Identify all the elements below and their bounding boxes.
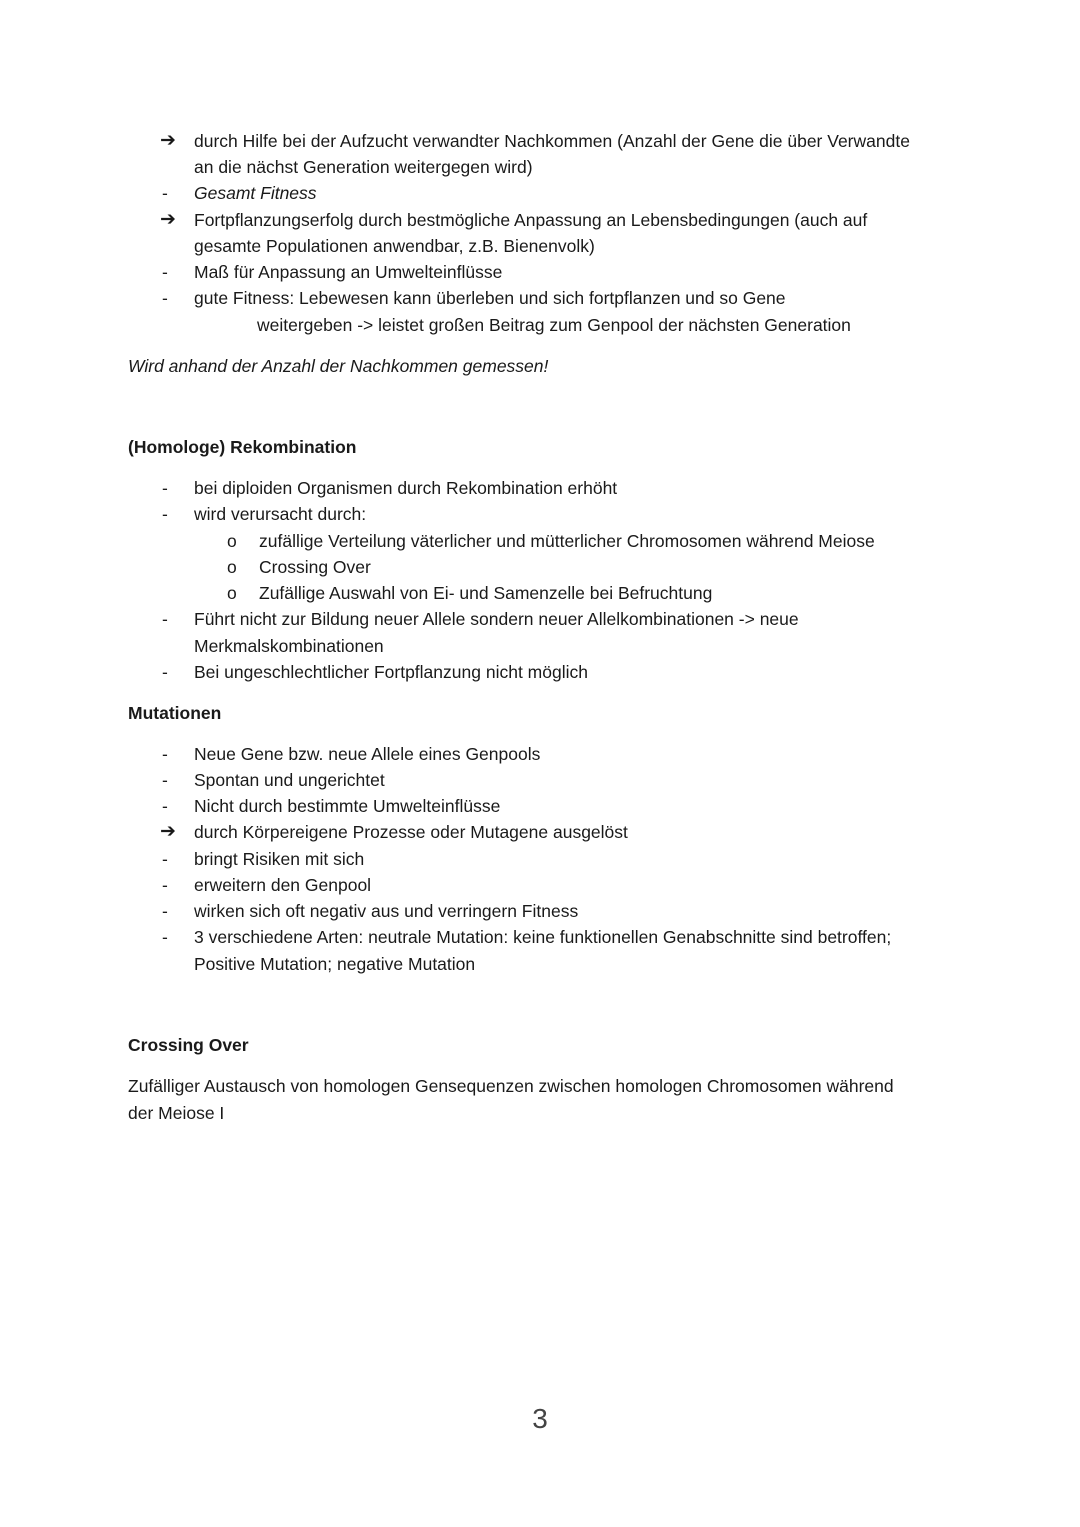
dash-bullet: -	[162, 744, 168, 764]
list-item-text: bei diploiden Organismen durch Rekombination erhöht	[194, 478, 618, 498]
dash-bullet: -	[162, 262, 168, 282]
list-item-text: Maß für Anpassung an Umwelteinflüsse	[194, 262, 503, 282]
list-item-text: Nicht durch bestimmte Umwelteinflüsse	[194, 796, 501, 816]
dash-bullet: -	[162, 609, 168, 629]
circle-bullet: o	[227, 531, 237, 551]
section-heading-crossing-over: Crossing Over	[128, 1035, 249, 1055]
list-item-text-continuation: Merkmalskombinationen	[194, 636, 384, 656]
list-item-text: bringt Risiken mit sich	[194, 849, 365, 869]
list-item-text: durch Körpereigene Prozesse oder Mutagene ausgelöst	[194, 822, 628, 842]
dash-bullet: -	[162, 183, 168, 203]
dash-bullet: -	[162, 478, 168, 498]
dash-bullet: -	[162, 504, 168, 524]
sub-list-item-text: Crossing Over	[259, 557, 371, 577]
dash-bullet: -	[162, 288, 168, 308]
list-item-text: gute Fitness: Lebewesen kann überleben und sich fortpflanzen und so Gene	[194, 288, 786, 308]
paragraph-text: Zufälliger Austausch von homologen Gensequenzen zwischen homologen Chromosomen während	[128, 1076, 894, 1096]
list-item-text: Spontan und ungerichtet	[194, 770, 385, 790]
list-item-text-continuation: Positive Mutation; negative Mutation	[194, 954, 476, 974]
section-heading-rekombination: (Homologe) Rekombination	[128, 437, 357, 457]
page-number: 3	[532, 1403, 548, 1434]
arrow-bullet-icon: ➔	[160, 209, 176, 230]
dash-bullet: -	[162, 662, 168, 682]
dash-bullet: -	[162, 927, 168, 947]
section-heading-mutationen: Mutationen	[128, 703, 222, 723]
list-item-text: Neue Gene bzw. neue Allele eines Genpools	[194, 744, 541, 764]
list-item-text: durch Hilfe bei der Aufzucht verwandter Nachkommen (Anzahl der Gene die über Verwandte	[194, 131, 910, 151]
dash-bullet: -	[162, 796, 168, 816]
arrow-bullet-icon: ➔	[160, 821, 176, 842]
list-item-text-continuation: gesamte Populationen anwendbar, z.B. Bienenvolk)	[194, 236, 595, 256]
dash-bullet: -	[162, 849, 168, 869]
list-item-text: wird verursacht durch:	[194, 504, 367, 524]
arrow-bullet-icon: ➔	[160, 130, 176, 151]
paragraph-text-continuation: der Meiose I	[128, 1103, 225, 1123]
circle-bullet: o	[227, 557, 237, 577]
sub-list-item-text: zufällige Verteilung väterlicher und mütterlicher Chromosomen während Meiose	[259, 531, 875, 551]
list-item-text-continuation: an die nächst Generation weitergegen wird)	[194, 157, 533, 177]
dash-bullet: -	[162, 875, 168, 895]
list-item-text: wirken sich oft negativ aus und verringern Fitness	[194, 901, 579, 921]
list-item-text-continuation: weitergeben -> leistet großen Beitrag zum Genpool der nächsten Generation	[257, 315, 851, 335]
fitness-note: Wird anhand der Anzahl der Nachkommen gemessen!	[128, 356, 549, 376]
list-item-text: 3 verschiedene Arten: neutrale Mutation: keine funktionellen Genabschnitte sind betroffen;	[194, 927, 892, 947]
list-item-text: Fortpflanzungserfolg durch bestmögliche Anpassung an Lebensbedingungen (auch auf	[194, 210, 868, 230]
list-item-text: erweitern den Genpool	[194, 875, 372, 895]
dash-bullet: -	[162, 770, 168, 790]
list-item-text: Gesamt Fitness	[194, 183, 317, 203]
sub-list-item-text: Zufällige Auswahl von Ei- und Samenzelle bei Befruchtung	[259, 583, 713, 603]
list-item-text: Führt nicht zur Bildung neuer Allele sondern neuer Allelkombinationen -> neue	[194, 609, 799, 629]
list-item-text: Bei ungeschlechtlicher Fortpflanzung nicht möglich	[194, 662, 588, 682]
circle-bullet: o	[227, 583, 237, 603]
dash-bullet: -	[162, 901, 168, 921]
